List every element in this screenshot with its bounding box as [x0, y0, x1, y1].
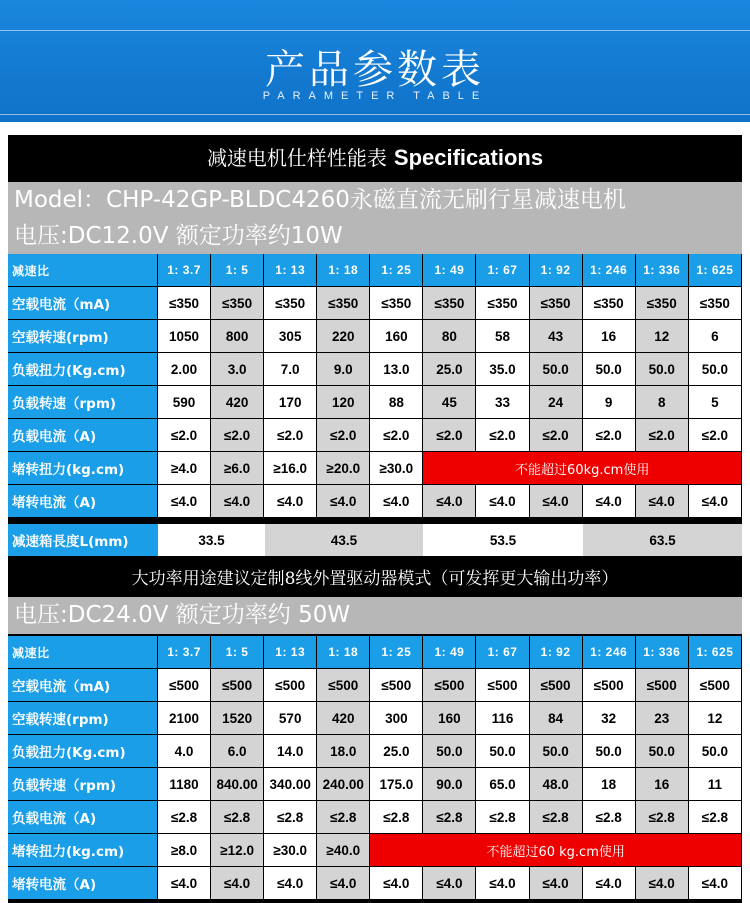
spec-value-cell: ≥8.0	[158, 834, 211, 867]
spec-value-cell: ≤500	[530, 669, 583, 702]
ratio-cell: 1: 625	[689, 254, 742, 287]
spec-value-cell: 240.00	[317, 768, 370, 801]
spec-value-cell: ≥40.0	[317, 834, 370, 867]
spec-value-cell: 160	[370, 320, 423, 353]
spec-value-cell: ≤2.0	[583, 419, 636, 452]
spec-value-cell: ≤350	[476, 287, 529, 320]
spec-value-cell: 170	[264, 386, 317, 419]
ratio-label: 减速比	[8, 254, 158, 287]
spec-value-cell: 48.0	[530, 768, 583, 801]
spec-row-label: 堵转电流（A)	[8, 485, 158, 518]
spec-value-cell: 43	[530, 320, 583, 353]
spec-row	[8, 702, 742, 735]
spec-row-label: 空载电流（mA)	[8, 669, 158, 702]
ratio-cell: 1: 3.7	[158, 254, 211, 287]
spec-value-cell: 2100	[158, 702, 211, 735]
spec-value-cell: ≤350	[264, 287, 317, 320]
banner-subtitle: PARAMETER TABLE	[262, 90, 488, 102]
spec-value-cell: 120	[317, 386, 370, 419]
spec-value-cell: ≤350	[158, 287, 211, 320]
gearbox-length-label: 减速箱長度L(mm)	[8, 524, 158, 556]
spec-value-cell: ≤4.0	[158, 867, 211, 900]
spec-value-cell: 23	[636, 702, 689, 735]
spec-value-cell: 1180	[158, 768, 211, 801]
spec-value-cell: 420	[317, 702, 370, 735]
spec-value-cell: ≤4.0	[689, 485, 742, 518]
spec-value-cell: 116	[476, 702, 529, 735]
spec-value-cell: 6.0	[211, 735, 264, 768]
ratio-label: 减速比	[8, 636, 158, 669]
spec-value-cell: ≤2.8	[317, 801, 370, 834]
ratio-cell: 1: 49	[423, 254, 476, 287]
spec-value-cell: 12	[636, 320, 689, 353]
spec-value-cell: ≤2.8	[370, 801, 423, 834]
header-banner	[0, 0, 750, 122]
spec-value-cell: ≤4.0	[211, 867, 264, 900]
spec-value-cell: 35.0	[476, 353, 529, 386]
spec-value-cell: 58	[476, 320, 529, 353]
spec-value-cell: ≤4.0	[530, 485, 583, 518]
spec-value-cell: ≤350	[689, 287, 742, 320]
spec-value-cell: 80	[423, 320, 476, 353]
ratio-cell: 1: 92	[530, 636, 583, 669]
ratio-cell: 1: 49	[423, 636, 476, 669]
spec-value-cell: ≤4.0	[636, 867, 689, 900]
spec-value-cell: 50.0	[476, 735, 529, 768]
spec-value-cell: ≥4.0	[158, 452, 211, 485]
spec-row-label: 空载电流（mA)	[8, 287, 158, 320]
gearbox-length-value: 63.5	[583, 524, 742, 556]
spec-value-cell: ≤2.0	[636, 419, 689, 452]
spec-value-cell: 50.0	[583, 353, 636, 386]
spec-row	[8, 452, 742, 485]
spec-value-cell: ≤350	[370, 287, 423, 320]
spec-value-cell: ≤4.0	[583, 867, 636, 900]
spec-value-cell: ≤2.0	[211, 419, 264, 452]
spec-value-cell: 16	[636, 768, 689, 801]
spec-title-en: Specifications	[393, 145, 544, 170]
spec-value-cell: ≥16.0	[264, 452, 317, 485]
spec-value-cell: 4.0	[158, 735, 211, 768]
spec-value-cell: 1520	[211, 702, 264, 735]
ratio-cell: 1: 25	[370, 254, 423, 287]
spec-value-cell: ≥30.0	[370, 452, 423, 485]
spec-row	[8, 768, 742, 801]
spec-value-cell: 50.0	[689, 353, 742, 386]
gearbox-length-value: 33.5	[158, 524, 265, 556]
ratio-cell: 1: 625	[689, 636, 742, 669]
spec-value-cell: ≤4.0	[370, 485, 423, 518]
spec-row-label: 空载转速(rpm)	[8, 320, 158, 353]
ratio-cell: 1: 18	[317, 254, 370, 287]
spec-value-cell: ≤350	[636, 287, 689, 320]
spec-value-cell: ≤2.0	[689, 419, 742, 452]
voltage-line-24v: 电压:DC24.0V 额定功率约 50W	[8, 597, 742, 634]
spec-row-label: 堵转扭力(kg.cm)	[8, 452, 158, 485]
spec-value-cell: ≤2.8	[264, 801, 317, 834]
ratio-row	[8, 254, 742, 287]
spec-row	[8, 353, 742, 386]
spec-value-cell: 300	[370, 702, 423, 735]
spec-value-cell: ≤2.8	[636, 801, 689, 834]
spec-value-cell: 5	[689, 386, 742, 419]
spec-value-cell: ≤500	[211, 669, 264, 702]
spec-title-cn: 减速电机仕样性能表	[206, 146, 387, 170]
spec-value-cell: 50.0	[689, 735, 742, 768]
spec-value-cell: 18	[583, 768, 636, 801]
spec-value-cell: ≤500	[636, 669, 689, 702]
gearbox-length-value: 43.5	[265, 524, 423, 556]
spec-row-label: 堵转扭力(kg.cm)	[8, 834, 158, 867]
spec-row	[8, 419, 742, 452]
ratio-cell: 1: 67	[476, 636, 529, 669]
gearbox-length-row	[8, 524, 742, 556]
spec-value-cell: 16	[583, 320, 636, 353]
spec-value-cell: ≤2.0	[370, 419, 423, 452]
spec-row-label: 负载扭力(Kg.cm)	[8, 735, 158, 768]
spec-value-cell: ≤2.0	[530, 419, 583, 452]
ratio-cell: 1: 3.7	[158, 636, 211, 669]
model-line: Model：CHP-42GP-BLDC4260永磁直流无刷行星减速电机	[8, 182, 742, 218]
spec-table-12v	[8, 254, 742, 518]
ratio-cell: 1: 18	[317, 636, 370, 669]
spec-value-cell: 2.00	[158, 353, 211, 386]
ratio-cell: 1: 13	[264, 254, 317, 287]
spec-value-cell: 90.0	[423, 768, 476, 801]
spec-value-cell: 9.0	[317, 353, 370, 386]
spec-value-cell: 7.0	[264, 353, 317, 386]
spec-value-cell: ≤2.8	[689, 801, 742, 834]
spec-value-cell: ≤2.0	[317, 419, 370, 452]
banner-divider-top	[0, 30, 750, 31]
spec-row-label: 负载电流（A)	[8, 801, 158, 834]
spec-row	[8, 485, 742, 518]
spec-value-cell: ≤500	[689, 669, 742, 702]
spec-value-cell: ≤350	[317, 287, 370, 320]
spec-value-cell: ≥12.0	[211, 834, 264, 867]
spec-value-cell: ≤4.0	[211, 485, 264, 518]
spec-value-cell: ≥30.0	[264, 834, 317, 867]
spec-row-label: 堵转电流（A)	[8, 867, 158, 900]
spec-value-cell: ≤500	[370, 669, 423, 702]
driver-note: 大功率用途建议定制8线外置驱动器模式（可发挥更大输出功率）	[8, 562, 742, 596]
spec-value-cell: 45	[423, 386, 476, 419]
spec-value-cell: 590	[158, 386, 211, 419]
spec-value-cell: ≤2.8	[211, 801, 264, 834]
spec-value-cell: ≤500	[158, 669, 211, 702]
spec-value-cell: ≤2.8	[158, 801, 211, 834]
spec-row-label: 负载扭力(Kg.cm)	[8, 353, 158, 386]
ratio-cell: 1: 25	[370, 636, 423, 669]
spec-value-cell: 88	[370, 386, 423, 419]
spec-value-cell: 160	[423, 702, 476, 735]
spec-value-cell: ≤2.8	[583, 801, 636, 834]
spec-value-cell: ≤4.0	[158, 485, 211, 518]
ratio-cell: 1: 5	[211, 254, 264, 287]
spec-value-cell: ≤4.0	[264, 867, 317, 900]
spec-value-cell: ≤4.0	[423, 485, 476, 518]
ratio-cell: 1: 246	[583, 636, 636, 669]
stall-torque-warning: 不能超过60kg.cm使用	[423, 452, 742, 485]
gearbox-length-value: 53.5	[423, 524, 583, 556]
spec-value-cell: 50.0	[530, 735, 583, 768]
spec-value-cell: ≤4.0	[264, 485, 317, 518]
spec-row-label: 负载转速（rpm)	[8, 386, 158, 419]
spec-value-cell: ≤500	[317, 669, 370, 702]
spec-value-cell: ≤2.0	[264, 419, 317, 452]
spec-value-cell: 84	[530, 702, 583, 735]
spec-value-cell: 8	[636, 386, 689, 419]
spec-value-cell: ≤2.0	[423, 419, 476, 452]
ratio-cell: 1: 336	[636, 254, 689, 287]
stall-torque-warning: 不能超过60 kg.cm使用	[370, 834, 742, 867]
spec-value-cell: 32	[583, 702, 636, 735]
spec-value-cell: ≤4.0	[317, 867, 370, 900]
spec-value-cell: ≤4.0	[636, 485, 689, 518]
gearbox-length-table	[8, 524, 742, 556]
spec-row	[8, 867, 742, 900]
spec-value-cell: ≤4.0	[530, 867, 583, 900]
spec-value-cell: 3.0	[211, 353, 264, 386]
ratio-cell: 1: 67	[476, 254, 529, 287]
spec-value-cell: ≥20.0	[317, 452, 370, 485]
spec-value-cell: 220	[317, 320, 370, 353]
spec-row	[8, 320, 742, 353]
spec-row	[8, 386, 742, 419]
spec-value-cell: ≥6.0	[211, 452, 264, 485]
spec-value-cell: 12	[689, 702, 742, 735]
spec-value-cell: 800	[211, 320, 264, 353]
spec-title	[8, 135, 742, 181]
spec-value-cell: 65.0	[476, 768, 529, 801]
spec-value-cell: 50.0	[423, 735, 476, 768]
spec-row	[8, 287, 742, 320]
spec-value-cell: ≤2.0	[476, 419, 529, 452]
spec-value-cell: ≤4.0	[583, 485, 636, 518]
spec-table-24v	[8, 636, 742, 900]
spec-value-cell: 305	[264, 320, 317, 353]
voltage-line-12v: 电压:DC12.0V 额定功率约10W	[8, 218, 742, 254]
spec-row	[8, 834, 742, 867]
spec-value-cell: ≤4.0	[476, 485, 529, 518]
spec-value-cell: ≤350	[423, 287, 476, 320]
spec-value-cell: ≤500	[476, 669, 529, 702]
spec-value-cell: ≤2.8	[423, 801, 476, 834]
spec-row	[8, 669, 742, 702]
spec-value-cell: ≤350	[583, 287, 636, 320]
spec-row-label: 负载转速（rpm)	[8, 768, 158, 801]
spec-value-cell: 840.00	[211, 768, 264, 801]
spec-value-cell: 18.0	[317, 735, 370, 768]
spec-value-cell: 14.0	[264, 735, 317, 768]
spec-row-label: 负载电流（A)	[8, 419, 158, 452]
spec-value-cell: 25.0	[423, 353, 476, 386]
spec-value-cell: 340.00	[264, 768, 317, 801]
ratio-cell: 1: 92	[530, 254, 583, 287]
spec-value-cell: 6	[689, 320, 742, 353]
spec-row	[8, 735, 742, 768]
ratio-cell: 1: 246	[583, 254, 636, 287]
spec-value-cell: 50.0	[636, 735, 689, 768]
banner-title: 产品参数表	[265, 47, 485, 93]
spec-value-cell: 570	[264, 702, 317, 735]
spec-value-cell: 11	[689, 768, 742, 801]
spec-value-cell: ≤350	[211, 287, 264, 320]
spec-value-cell: ≤4.0	[476, 867, 529, 900]
spec-value-cell: ≤4.0	[317, 485, 370, 518]
ratio-cell: 1: 336	[636, 636, 689, 669]
spec-value-cell: ≤4.0	[370, 867, 423, 900]
spec-value-cell: 420	[211, 386, 264, 419]
spec-row	[8, 801, 742, 834]
spec-value-cell: 50.0	[636, 353, 689, 386]
spec-value-cell: 175.0	[370, 768, 423, 801]
spec-value-cell: 50.0	[530, 353, 583, 386]
spec-value-cell: 25.0	[370, 735, 423, 768]
spec-value-cell: 13.0	[370, 353, 423, 386]
spec-value-cell: ≤350	[530, 287, 583, 320]
spec-value-cell: ≤500	[264, 669, 317, 702]
ratio-row	[8, 636, 742, 669]
spec-value-cell: ≤2.8	[476, 801, 529, 834]
spec-value-cell: 9	[583, 386, 636, 419]
spec-value-cell: 1050	[158, 320, 211, 353]
spec-value-cell: 33	[476, 386, 529, 419]
spec-value-cell: ≤2.0	[158, 419, 211, 452]
spec-value-cell: 50.0	[583, 735, 636, 768]
spec-row-label: 空载转速(rpm)	[8, 702, 158, 735]
spec-value-cell: ≤4.0	[689, 867, 742, 900]
banner-divider-bottom	[0, 114, 750, 115]
spec-value-cell: ≤500	[423, 669, 476, 702]
spec-value-cell: 24	[530, 386, 583, 419]
ratio-cell: 1: 13	[264, 636, 317, 669]
spec-value-cell: ≤500	[583, 669, 636, 702]
spec-value-cell: ≤2.8	[530, 801, 583, 834]
ratio-cell: 1: 5	[211, 636, 264, 669]
spec-value-cell: ≤4.0	[423, 867, 476, 900]
